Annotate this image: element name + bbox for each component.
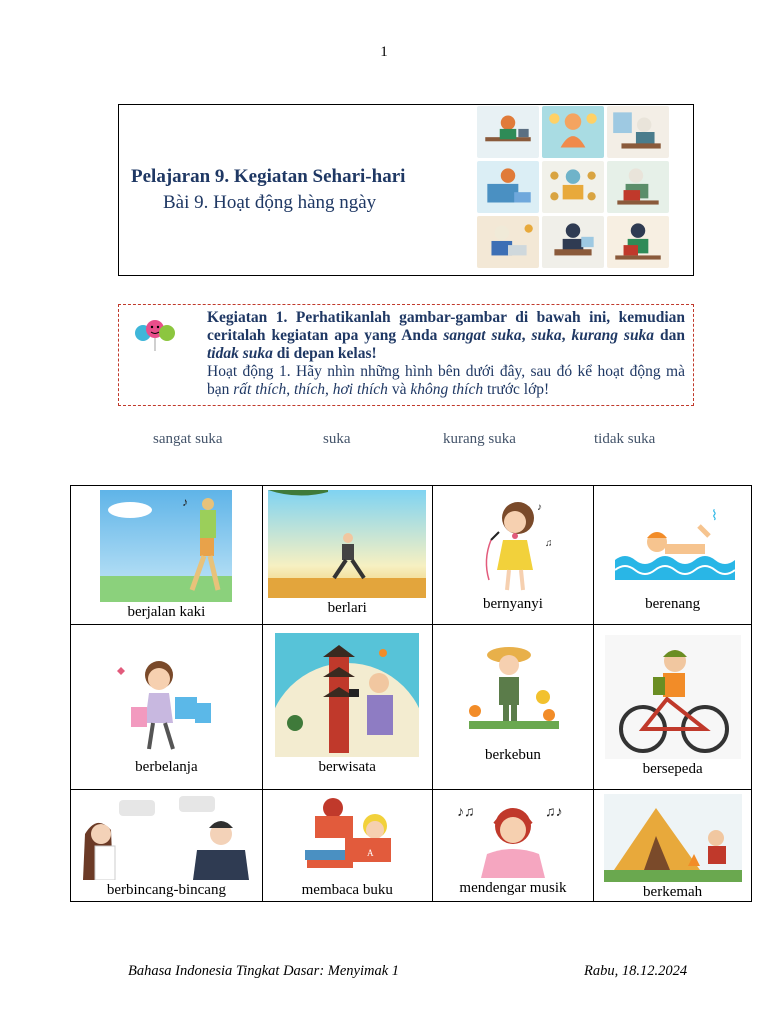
activity-label: berkebun <box>485 747 541 763</box>
activity-label: membaca buku <box>301 882 393 898</box>
footer-date: Rabu, 18.12.2024 <box>584 963 688 979</box>
activity-heading: Kegiatan 1. Perhatikanlah gambar-gambar di bawah ini, kemudian ceritalah kegiatan apa yang Anda <box>207 309 685 344</box>
svg-text:⌇: ⌇ <box>710 509 718 524</box>
activity-label: berbincang-bincang <box>106 882 226 898</box>
walking-icon <box>100 490 232 602</box>
reading-icon <box>283 794 411 880</box>
lesson-subtitle: Bài 9. Hoạt động hàng ngày <box>163 192 377 213</box>
activity-cell <box>432 790 594 902</box>
table-row <box>71 486 752 625</box>
activity-label: berkemah <box>643 884 703 900</box>
activity-text: Kegiatan 1. Perhatikanlah gambar-gambar di bawah ini, kemudian ceritalah kegiatan apa yang Anda sangat suka, suka, kurang suka dan tidak suka di depan kelas! Hoạt động 1. Hãy nhìn những hình bên dưới đây, sau đó kể hoạt động mà bạn rất thích, thích, hơi thích và không thích trước lớp! <box>207 309 685 398</box>
vi-option-hoi-thich: hơi thích <box>332 381 388 398</box>
vi-tail: trước lớp! <box>486 381 550 398</box>
footer-course: Bahasa Indonesia Tingkat Dasar: Menyimak 1 <box>128 963 400 979</box>
activity-cell <box>432 625 594 790</box>
activity-cell <box>71 486 263 625</box>
table-row <box>71 625 752 790</box>
activities-table <box>70 485 752 902</box>
option-suka: suka <box>531 327 562 344</box>
activity-cell <box>594 625 752 790</box>
scale-suka: suka <box>323 431 351 447</box>
option-tidak-suka: tidak suka <box>207 345 273 362</box>
activity-cell <box>262 625 432 790</box>
option-kurang-suka: kurang suka <box>571 327 655 344</box>
scale-kurang-suka: kurang suka <box>443 431 516 447</box>
running-icon <box>268 490 426 598</box>
travel-icon <box>275 633 419 757</box>
activity-tail: di depan kelas! <box>276 345 377 362</box>
singing-icon <box>463 490 563 594</box>
daily-activities-collage <box>477 106 669 268</box>
activity-cell <box>71 790 263 902</box>
shopping-icon <box>111 653 221 757</box>
vi-conjunction: và <box>391 381 407 398</box>
table-row <box>71 790 752 902</box>
vietnamese-instruction: Hoạt động 1. Hãy nhìn những hình bên dưới đây, sau đó kể hoạt động mà bạn <box>207 363 685 398</box>
activity-label: berwisata <box>318 759 376 775</box>
activity-cell <box>594 790 752 902</box>
vi-option-khong-thich: không thích <box>410 381 484 398</box>
vi-option-rat-thich: rất thích <box>233 381 287 398</box>
option-sangat-suka: sangat suka <box>443 327 522 344</box>
activity-cell <box>432 486 594 625</box>
activity-cell <box>594 486 752 625</box>
collage-thumb <box>607 161 669 213</box>
collage-thumb <box>477 216 539 268</box>
svg-text:♫♪: ♫♪ <box>544 805 563 820</box>
page-number: 1 <box>380 44 388 60</box>
chatting-icon <box>77 794 255 880</box>
activity-instructions <box>118 304 694 406</box>
scale-sangat-suka: sangat suka <box>153 431 223 447</box>
activity-label: berlari <box>327 600 367 616</box>
collage-thumb <box>542 161 604 213</box>
scale-tidak-suka: tidak suka <box>594 431 656 447</box>
activity-label: berjalan kaki <box>127 604 206 620</box>
cycling-icon <box>605 635 741 759</box>
svg-text:♫: ♫ <box>544 538 553 549</box>
activity-cell <box>262 486 432 625</box>
collage-thumb <box>542 216 604 268</box>
collage-thumb <box>607 216 669 268</box>
svg-text:♪: ♪ <box>182 495 189 509</box>
activity-cell <box>71 625 263 790</box>
balloon-faces-icon <box>129 313 179 353</box>
svg-text:A: A <box>367 848 374 858</box>
collage-thumb <box>607 106 669 158</box>
svg-text:♪: ♪ <box>536 502 542 513</box>
collage-thumb <box>477 106 539 158</box>
lesson-title: Pelajaran 9. Kegiatan Sehari-hari <box>131 166 406 187</box>
activity-label: berenang <box>645 596 701 612</box>
activity-cell <box>262 790 432 902</box>
activity-label: berbelanja <box>135 759 198 775</box>
preference-scale <box>0 431 768 451</box>
camping-icon <box>604 794 742 882</box>
lesson-header <box>118 104 694 276</box>
swimming-icon <box>605 490 741 594</box>
activity-label: bersepeda <box>642 761 703 777</box>
collage-thumb <box>542 106 604 158</box>
activity-label: mendengar musik <box>459 880 567 896</box>
gardening-icon <box>463 641 563 745</box>
vi-option-thich: thích <box>293 381 325 398</box>
svg-text:♪♫: ♪♫ <box>456 805 475 820</box>
collage-thumb <box>477 161 539 213</box>
activity-label: bernyanyi <box>482 596 543 612</box>
music-icon <box>447 794 579 878</box>
conjunction: dan <box>660 327 685 344</box>
